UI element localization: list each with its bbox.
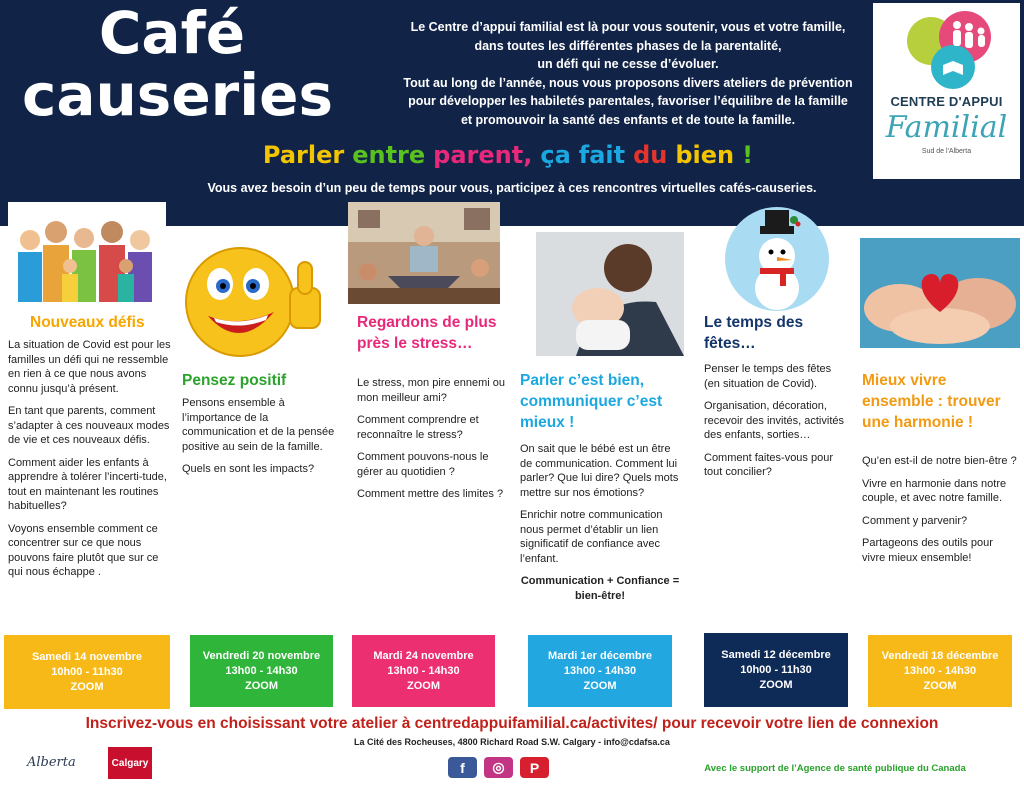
time-label: 13h00 - 14h30 — [903, 664, 977, 677]
paragraph: Vivre en harmonie dans notre couple, et avec notre famille. — [862, 477, 1007, 504]
place-label: ZOOM — [245, 679, 278, 692]
signup-link[interactable]: Inscrivez-vous en choisissant votre atelier à centredappuifamilial.ca/activites/ pour recevoir votre lien de connexion — [85, 715, 939, 732]
workshop-6-date-box — [868, 635, 1012, 707]
date-label: Vendredi 18 décembre — [881, 649, 999, 662]
tagline-word: du — [633, 141, 668, 169]
workshop-6-heading: Mieux vivre ensemble : trouver une harmonie ! — [862, 372, 1001, 431]
place-label: ZOOM — [407, 679, 440, 692]
smiley-thumbs-up-icon — [180, 240, 340, 358]
calgary-logo: Calgary — [108, 747, 152, 779]
intro-line: Le Centre d’appui familial est là pour vous soutenir, vous et votre famille, — [410, 20, 846, 34]
date-label: Samedi 12 décembre — [721, 648, 831, 661]
date-label: Vendredi 20 novembre — [202, 649, 321, 662]
paragraph: La situation de Covid est pour les familles un défi qui ne ressemble en rien à ce que nous avons connu jusqu’à présent. — [8, 339, 171, 395]
workshop-3-date-box — [352, 635, 495, 707]
family-illustration — [8, 202, 166, 302]
paragraph: Enrichir notre communication nous permet d’établir un lien significatif de confiance avec l’enfant. — [520, 509, 663, 565]
workshop-5-heading: Le temps des fêtes… — [704, 314, 804, 352]
time-label: 13h00 - 14h30 — [387, 664, 460, 677]
tagline — [0, 141, 1024, 169]
snowman-icon — [722, 206, 832, 312]
workshop-1-heading: Nouveaux défis — [30, 314, 145, 331]
stress-photo — [348, 202, 500, 304]
tagline-word: ! — [742, 141, 754, 169]
intro-text — [378, 18, 878, 129]
paragraph: Comment faites-vous pour tout concilier? — [704, 451, 833, 478]
pinterest-icon[interactable]: P — [520, 757, 549, 778]
alberta-logo: Alberta — [27, 755, 76, 770]
paragraph: Qu’en est-il de notre bien-être ? — [862, 455, 1017, 467]
workshop-2-description — [182, 396, 338, 485]
paragraph: Partageons des outils pour vivre mieux ensemble! — [862, 537, 993, 564]
title-line-2: causeries — [22, 61, 334, 129]
tagline-word: ça — [540, 141, 571, 169]
place-label: ZOOM — [583, 679, 617, 692]
tagline-word: entre — [352, 141, 426, 169]
paragraph: Comment y parvenir? — [862, 514, 968, 527]
tagline-word: bien — [675, 141, 735, 169]
paragraph: Organisation, décoration, recevoir des invités, activités des enfants, sorties… — [704, 400, 844, 441]
workshop-4-description — [520, 442, 680, 611]
facebook-icon[interactable]: f — [448, 757, 477, 778]
place-label: ZOOM — [70, 680, 104, 693]
intro-line: et promouvoir la santé des enfants et de toute la famille. — [460, 112, 796, 127]
workshop-5-description — [704, 362, 850, 488]
paragraph: Comment comprendre et reconnaître le stress? — [357, 414, 479, 441]
workshop-4-heading: Parler c’est bien, communiquer c’est mieux ! — [520, 372, 663, 431]
logo-text-familial: Familial — [885, 110, 1008, 145]
time-label: 13h00 - 14h30 — [225, 664, 298, 677]
workshop-2-date-box — [190, 635, 333, 707]
time-label: 10h00 - 11h30 — [51, 665, 123, 678]
title-line-1: Café — [98, 0, 246, 67]
workshop-1-date-box — [4, 635, 170, 709]
date-label: Mardi 1er décembre — [548, 649, 652, 662]
place-label: ZOOM — [923, 679, 957, 692]
highlight-formula: Communication + Confiance = bien-être! — [520, 575, 680, 602]
tagline-word: fait — [578, 141, 626, 169]
paragraph: Comment pouvons-nous le gérer au quotidien ? — [357, 451, 489, 478]
intro-line: Tout au long de l’année, nous vous proposons divers ateliers de prévention — [403, 75, 853, 90]
paragraph: Comment aider les enfants à apprendre à tolérer l’incerti-tude, tout en maintenant les routines habituelles? — [8, 456, 167, 512]
tagline-word: Parler — [262, 141, 345, 169]
place-label: ZOOM — [759, 678, 793, 691]
address-line: La Cité des Rocheuses, 4800 Richard Road S.W. Calgary - info@cdafsa.ca — [354, 737, 670, 747]
paragraph: Comment mettre des limites ? — [357, 488, 504, 500]
poster-title — [22, 0, 334, 129]
date-label: Mardi 24 novembre — [373, 649, 474, 662]
paragraph: Penser le temps des fêtes (en situation de Covid). — [704, 363, 832, 390]
instagram-icon[interactable]: ◎ — [484, 757, 513, 778]
paragraph: Voyons ensemble comment ce concentrer sur ce que nous pouvons faire plutôt que sur ce qui nous échappe . — [8, 522, 159, 578]
tagline-word: parent, — [433, 141, 533, 169]
paragraph: Le stress, mon pire ennemi ou mon meilleur ami? — [357, 377, 505, 404]
paragraph: En tant que parents, comment s’adapter à ces nouveaux modes de vie et ces nouveaux défis. — [8, 405, 170, 446]
workshop-4-date-box — [528, 635, 672, 707]
workshop-1-description — [8, 338, 176, 588]
workshop-6-description — [862, 454, 1018, 573]
logo-emblem-icon — [873, 3, 1020, 98]
time-label: 13h00 - 14h30 — [563, 664, 637, 677]
workshop-3-heading: Regardons de plus près le stress… — [357, 314, 497, 352]
workshop-3-description — [357, 376, 505, 510]
time-label: 10h00 - 11h30 — [740, 663, 812, 676]
paragraph: Pensons ensemble à l’importance de la communication et de la pensée positive au sein de la famille. — [182, 397, 335, 453]
baby-photo — [536, 232, 684, 356]
workshop-5-date-box — [704, 633, 848, 707]
date-label: Samedi 14 novembre — [31, 650, 143, 663]
heart-hands-photo — [860, 238, 1020, 348]
support-note: Avec le support de l’Agence de santé publique du Canada — [704, 763, 966, 774]
workshop-2-heading: Pensez positif — [182, 372, 287, 389]
subtagline: Vous avez besoin d’un peu de temps pour vous, participez à ces rencontres virtuelles cafés-causeries. — [207, 181, 817, 195]
intro-line: pour développer les habiletés parentales, favoriser l’équilibre de la famille — [408, 94, 848, 108]
intro-line: dans toutes les différentes phases de la parentalité, — [474, 38, 782, 53]
paragraph: Quels en sont les impacts? — [182, 463, 315, 475]
logo-text-centre: CENTRE D'APPUI — [890, 94, 1003, 109]
paragraph: On sait que le bébé est un être de communication. Comment lui parler? Que lui dire? Quels mots mettre sur nos émotions? — [520, 443, 679, 499]
intro-line: un défi qui ne cesse d’évoluer. — [537, 57, 719, 71]
logo-text-region: Sud de l'Alberta — [921, 148, 972, 155]
